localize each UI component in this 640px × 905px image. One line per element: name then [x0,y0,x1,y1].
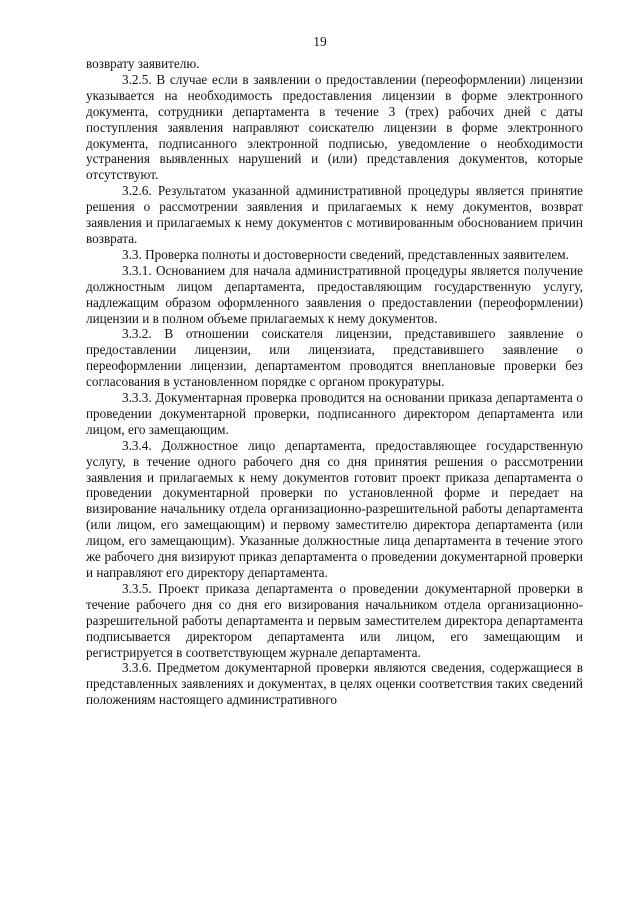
paragraph: 3.3.2. В отношении соискателя лицензии, представившего заявление о предоставлении лицензии, или лицензиата, представившего заявление о переоформлении лицензии, департаментом проводятся внеплановые проверки без согласования в установленном порядке с органом прокуратуры. [86,326,583,390]
paragraph: 3.3.5. Проект приказа департамента о проведении документарной проверки в течение рабочего дня со дня его визирования начальником отдела организационно-разрешительной работы департамента и первым заместителем директора департамента подписывается директором департамента или лицом, его замещающим и регистрируется в соответствующем журнале департамента. [86,580,583,660]
paragraph: 3.2.5. В случае если в заявлении о предоставлении (переоформлении) лицензии указывается на необходимость предоставления лицензии в форме электронного документа, сотрудники департамента в течение 3 (трех) рабочих дней с даты поступления заявления направляют соискателю лицензии в форме электронного документа, подписанного электронной подписью, уведомление о необходимости устранения выявленных нарушений и (или) представления документов, которые отсутствуют. [86,71,583,183]
document-body [86,56,583,708]
page-number: 19 [313,34,327,49]
paragraph: возврату заявителю. [86,56,200,71]
paragraph: 3.3.3. Документарная проверка проводится на основании приказа департамента о проведении документарной проверки, подписанного директором департамента или лицом, его замещающим. [86,390,583,437]
paragraph: 3.3.1. Основанием для начала административной процедуры является получение должностным лицом департамента, предоставляющим государственную услугу, надлежащим образом оформленного заявления о предоставлении (переоформлении) лицензии и в полном объеме прилагаемых к нему документов. [86,262,583,326]
paragraph: 3.3.6. Предметом документарной проверки являются сведения, содержащиеся в представленных заявлениях и документах, в целях оценки соответствия таких сведений положениям настоящего административного [86,660,583,708]
paragraph: 3.3. Проверка полноты и достоверности сведений, представленных заявителем. [122,246,569,262]
paragraph: 3.2.6. Результатом указанной административной процедуры является принятие решения о рассмотрении заявления и прилагаемых к нему документов, возврат заявления и прилагаемых к нему документов с мотивированным обоснованием причин возврата. [86,183,583,246]
paragraph: 3.3.4. Должностное лицо департамента, предоставляющее государственную услугу, в течение одного рабочего дня со дня принятия решения о рассмотрении заявления и прилагаемых к нему документов готовит проект приказа департамента о проведении документарной проверки по установленной форме и передает на визирование начальнику отдела организационно-разрешительной работы департамента (или лицом, его замещающим) и первому заместителю директора департамента (или лицом, его замещающим). Указанные должностные лица департамента в течение этого же рабочего дня визируют приказ департамента о проведении документарной проверки и направляют его директору департамента. [86,437,583,580]
